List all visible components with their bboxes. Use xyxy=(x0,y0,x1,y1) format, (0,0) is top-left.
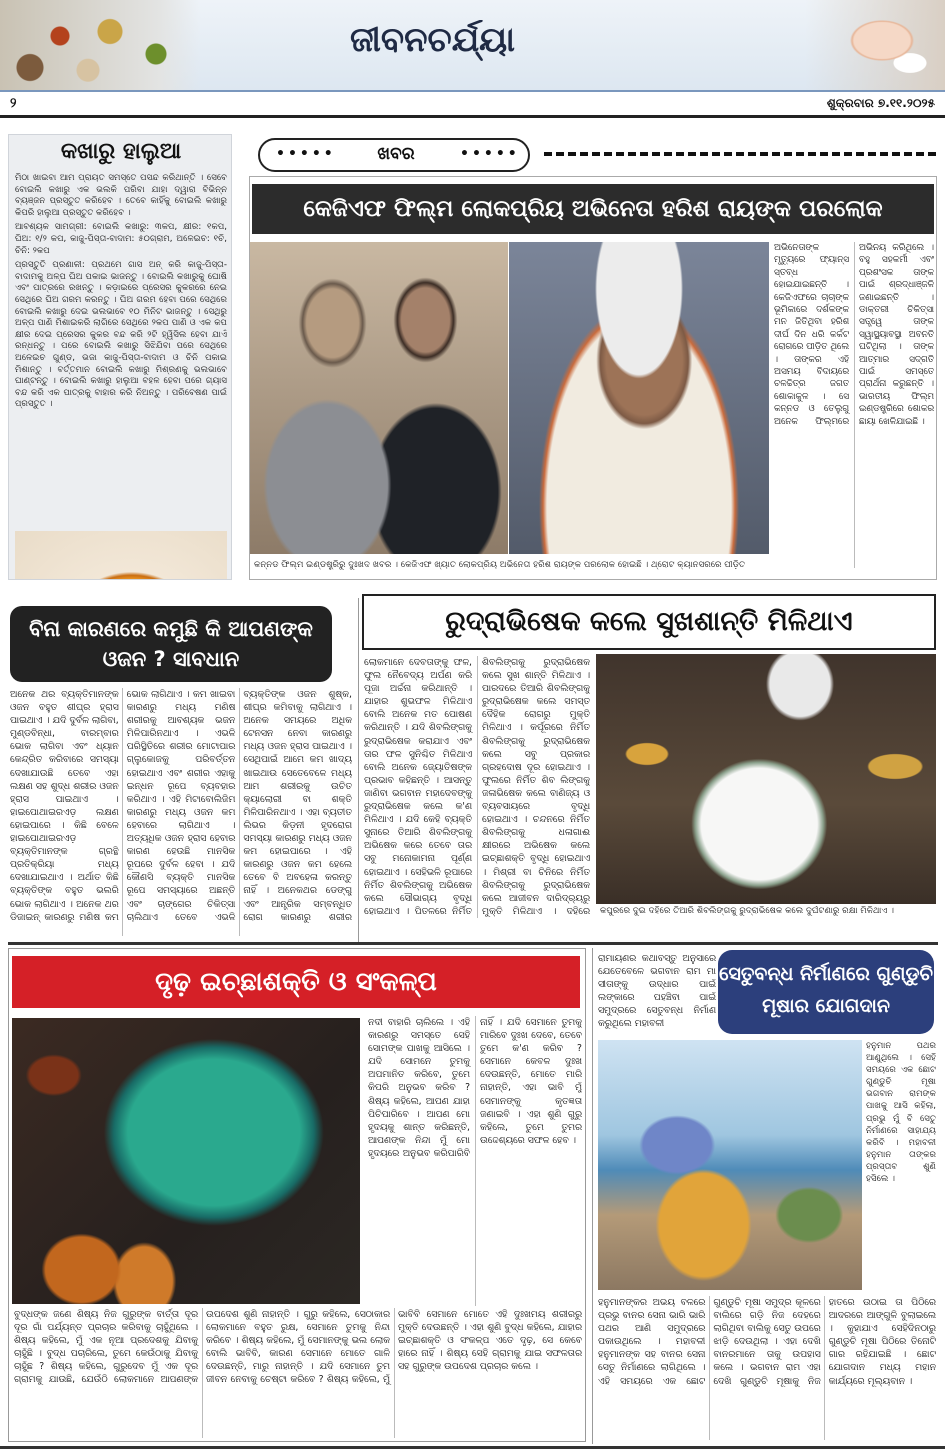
recipe-text xyxy=(15,173,227,523)
will-article-text-bottom: ବୁଦ୍ଧଙ୍କ ଜଣେ ଶିଷ୍ୟ ନିଜ ଗୁରୁଙ୍କ ବାର୍ତ୍ତା ଦୂର ଦୂର ଗାଁ ପର୍ଯ୍ୟନ୍ତ ପ୍ରଚାର କରିବାକୁ ଚାହୁଁଥିଲେ । ଶିଷ୍ୟ କହିଲେ, ମୁଁ ଏକ ନୂଆ ପ୍ରଦେଶକୁ ଯିବାକୁ ଚାହୁଁଛି । ବୁଦ୍ଧ ପଚାରିଲେ, ତୁମେ କେଉଁଠାକୁ ଯିବାକୁ ଚାହୁଁଛ ? ଶିଷ୍ୟ କହିଲେ, ଗୁରୁଦେବ ମୁଁ ଏକ ଦୂର ଗ୍ରାମକୁ ଯାଉଛି, ଯେଉଁଠି ଲୋକମାନେ ଆପଣଙ୍କ ଉପଦେଶ ଶୁଣି ନାହାନ୍ତି । ଗୁରୁ କହିଲେ, ସେଠାକାର ଲୋକମାନେ ବହୁତ ରୁକ୍ଷ, ସେମାନେ ତୁମକୁ ନିନ୍ଦା କରିବେ । ଶିଷ୍ୟ କହିଲେ, ମୁଁ ସେମାନଙ୍କୁ ଭଲ ଲୋକ ବୋଲି ଭାବିବି, କାରଣ ସେମାନେ ମୋତେ ଗାଳି ଦେଉଛନ୍ତି, ମାରୁ ନାହାନ୍ତି । ଯଦି ସେମାନେ ତୁମ ଜୀବନ ନେବାକୁ ଚେଷ୍ଟା କରିବେ ? ଶିଷ୍ୟ କହିଲେ, ମୁଁ ଭାବିବି ସେମାନେ ମୋତେ ଏହି ଦୁଃଖମୟ ଶରୀରରୁ ମୁକ୍ତି ଦେଉଛନ୍ତି । ଏହା ଶୁଣି ବୁଦ୍ଧ କହିଲେ, ଯାହାର ଇଚ୍ଛାଶକ୍ତି ଓ ସଂକଳ୍ପ ଏତେ ଦୃଢ଼, ସେ କେବେ ହାରେ ନାହିଁ । ଶିଷ୍ୟ ସେହି ଗ୍ରାମକୁ ଯାଇ ସଫଳତାର ସହ ଗୁରୁଙ୍କ ଉପଦେଶ ପ୍ରଚାର କଲେ । xyxy=(14,1309,582,1386)
setu-intro-text: ରାମାୟଣର କଥାବସ୍ତୁ ଅନୁସାରେ ଯେତେବେଳେ ଭଗବାନ ରାମ ମା ସୀତାଙ୍କୁ ଉଦ୍ଧାର ପାଇଁ ଲଙ୍କାରେ ପହଞ୍ଚିବା ପାଇଁ ସମୁଦ୍ରରେ ସେତୁବନ୍ଧ ନିର୍ମାଣ କରୁଥିଲେ ମହାବଳୀ xyxy=(598,953,716,1030)
masthead-divider xyxy=(0,115,945,118)
banner-dashed-rule xyxy=(544,152,936,158)
news-section-banner xyxy=(258,138,530,172)
harish-photo-caption: କନ୍ନଡ ଫିଲ୍ମ ଇଣ୍ଡଷ୍ଟ୍ରିରୁ ଦୁଃଖଦ ଖବର । କେଜିଏଫ ଖ୍ୟାତ ଲୋକପ୍ରିୟ ଅଭିନେତା ହରିଶ ରାୟଙ୍କ ପରଲୋକ ହୋଇଛି । ଥ୍ରୋଟ କ୍ୟାନସରରେ ପୀଡ଼ିତ xyxy=(254,560,746,570)
recipe-method: ପ୍ରସ୍ତୁତି ପ୍ରଣାଳୀ: ପ୍ରଥମେ ଗାସ ଅନ୍ କରି କାଜୁ-ପିସ୍ତା-ବାଦାମକୁ ଅଳ୍ପ ଘିଅ ପକାଇ ଭାଜନ୍ତୁ । ବୋଇଲି କଖାରୁକୁ ଘୋଷି ଏବଂ ପାତ୍ରରେ ରଖନ୍ତୁ । କଡ଼ାଇରେ ପ୍ରେସର କୁକରରେ ନେଇ ସେଥିରେ ଘିଅ ଗରମ କରନ୍ତୁ । ଘିଅ ଗରମ ହେବା ପରେ ସେଥିରେ ବୋଇଲି କଖାରୁ ଦେଇ ଭଲଭାବେ ୧୦ ମିନିଟ ଭାଜନ୍ତୁ । ସେଥିରୁ ଅଳ୍ପ ପାଣି ମିଶାଇକରି ଲାଗିରେ ସେଥିରେ ୨କପ ପାଣି ଓ ଏକ କପ କ୍ଷୀର ଦେଇ ପ୍ରେସର କୁକର ବନ୍ଦ କରି ୨ଟି ହ୍ୱିସିଲ ହେବା ଯାଏଁ ରନ୍ଧନ୍ତୁ । ପରେ ବୋଇଲି କଖାରୁ ସିଝିଯିବା ପରେ ସେଥିରେ ଅଳେଇଚ ଗୁଣ୍ଡ, ଭଜା କାଜୁ-ପିସ୍ତା-ବାଦାମ ଓ ଚିନି ପକାଇ ମିଶାନ୍ତୁ । ବର୍ତ୍ତମାନ ବୋଇଲି କଖାରୁ ମିଶ୍ରଣକୁ ଭଲଭାବେ ଘାଣ୍ଟନ୍ତୁ । ବୋଇଲି କଖାରୁ ହାଲୁଆ ବହଳ ହେବା ପରେ ଗ୍ୟାସ ବନ୍ଦ କରି ଏକ ପାତ୍ରକୁ ବାହାର କରି ନିଅନ୍ତୁ । ପରିବେଷଣ ପାଇଁ ପ୍ରସ୍ତୁତ । xyxy=(15,260,227,410)
banner-dots-right: ••••• xyxy=(460,146,520,162)
setu-article-text-bottom: ହନୁମାନଙ୍କର ଅଭୟ ବଳରେ ପ୍ରଭୁ ବାନର ସେନା ଭାରି ଭାରି ପଥର ଆଣି ସମୁଦ୍ରରେ ପକାଉଥିଲେ । ମହାବଳୀ ହନୁମାନଙ୍କ ସହ ବାନର ସେନା ସେତୁ ନିର୍ମାଣରେ ଲାଗିଥିଲେ । ଏହି ସମୟରେ ଏକ ଛୋଟ ଗୁଣ୍ଡୁଚି ମୂଷା ସମୁଦ୍ର କୂଳରେ ବାଲିରେ ଗଡ଼ି ନିଜ ଦେହରେ ଲାଗିଥିବା ବାଲିକୁ ସେତୁ ଉପରେ ଝାଡ଼ି ଦେଉଥିଲା । ଏହା ଦେଖି ବାନରମାନେ ତାକୁ ଉପହାସ କଲେ । ଭଗବାନ ରାମ ଏହା ଦେଖି ଗୁଣ୍ଡୁଚି ମୂଷାକୁ ନିଜ ହାତରେ ଉଠାଇ ତା ପିଠିରେ ଆଦରରେ ଆଙ୍ଗୁଳି ବୁଲାଇଲେ । କୁହାଯାଏ ସେହିଦିନଠାରୁ ଗୁଣ୍ଡୁଚି ମୂଷା ପିଠିରେ ତିନୋଟି ଗାର ରହିଯାଇଛି । ଛୋଟ ଯୋଗଦାନ ମଧ୍ୟ ମହାନ କାର୍ଯ୍ୟରେ ମୂଲ୍ୟବାନ । xyxy=(598,1297,936,1387)
page-bottom-rule xyxy=(0,1446,945,1449)
ram-setu-painting-photo xyxy=(598,1040,862,1290)
setu-article-text-side: ହନୁମାନ ପଥର ଆଣୁଥିଲେ । ସେହି ସମୟରେ ଏକ ଛୋଟ ଗୁଣ୍ଡୁଚି ମୂଷା ଭଗବାନ ରାମଙ୍କ ପାଖକୁ ଆସି କହିଲା, ପ୍ରଭୁ ମୁଁ ବି ସେତୁ ନିର୍ମାଣରେ ସାହାଯ୍ୟ କରିବି । ମହାବଳୀ ହନୁମାନ ତାଙ୍କର ପ୍ରସ୍ତାବ ଶୁଣି ହସିଲେ । xyxy=(866,1041,936,1185)
harish-article-text: ଅଭିନେତାଙ୍କ ମୃତ୍ୟୁରେ ଫ୍ୟାନ୍ସ ସ୍ତବ୍ଧ ହୋଇଯାଇଛନ୍ତି । କେଜିଏଫରେ ଚାଚାଙ୍କ ଭୂମିକାରେ ଦର୍ଶକଙ୍କ ମନ ଜିତିଥିବା ହରିଶ ଦୀର୍ଘ ଦିନ ଧରି କର୍କଟ ରୋଗରେ ପୀଡ଼ିତ ଥିଲେ । ତାଙ୍କର ଏହି ଅସମୟ ବିଦାୟରେ ଚଳଚ୍ଚିତ୍ର ଜଗତ ଶୋକାକୁଳ । ସେ କନ୍ନଡ ଓ ତେଲୁଗୁ ଅନେକ ଫିଲ୍ମରେ ଅଭିନୟ କରିଥିଲେ । ବହୁ ସହକର୍ମୀ ଏବଂ ପ୍ରଶଂସକ ତାଙ୍କ ପାଇଁ ଶ୍ରଦ୍ଧାଞ୍ଜଳି ଜଣାଇଛନ୍ତି । ଡାକ୍ତରୀ ଚିକିତ୍ସା ସତ୍ତ୍ୱେ ତାଙ୍କ ସ୍ୱାସ୍ଥ୍ୟାବସ୍ଥା ଅବନତି ଘଟିଥିଲା । ତାଙ୍କ ଆତ୍ମାର ସଦ୍ଗତି ପାଇଁ ସମସ୍ତେ ପ୍ରାର୍ଥନା କରୁଛନ୍ତି । ଭାରତୀୟ ଫିଲ୍ମ ଇଣ୍ଡଷ୍ଟ୍ରିରେ ଶୋକର ଛାୟା ଖେଳିଯାଇଛି । xyxy=(774,243,934,427)
rudra-photo-caption: କପୁରରେ ଦୁଇ ଦହିରେ ତିଆରି ଶିବଲିଙ୍ଗକୁ ରୁଦ୍ରାଭିଷେକ କଲେ ଦୁର୍ଘଟଣାରୁ ରକ୍ଷା ମିଳିଥାଏ । xyxy=(600,906,894,916)
section-divider xyxy=(8,942,938,945)
weight-article-text: ଅନେକ ଥର ବ୍ୟକ୍ତିମାନଙ୍କ ଓଜନ ବହୁତ ଶୀଘ୍ର ହ୍ରାସ ପାଇଥାଏ । ଯଦି ଦୁର୍ବଳ ଲାଗିବା, ମୁଣ୍ଡବିନ୍ଧା, ବାରମ୍ବାର ଭୋକ ଲାଗିବା ଏବଂ ଧ୍ୟାନ କେନ୍ଦ୍ରିତ କରିବାରେ ସମସ୍ୟା ଦେଖାଯାଉଛି ତେବେ ଏହା ଲକ୍ଷଣ ସହ ଶୁଦ୍ଧ ଶରୀର ଓଜନ ହ୍ରାସ ପାଇଥାଏ । ହାଇପୋଥାଇରଏଡ଼ ଲକ୍ଷଣ ହୋଇପାରେ । କିଛି ବେଳେ ହାଇପୋଥାଇରଏଡ଼ ବ୍ୟକ୍ତିମାନଙ୍କ ଗ୍ରନ୍ଥି ପ୍ରତିକ୍ରିୟା ମଧ୍ୟ ଦେଖାଯାଇଥାଏ । ଅର୍ଥାତ କିଛି ବ୍ୟକ୍ତିଙ୍କ ବହୁତ ଭଲରି ଭୋକ ଲାଗିଥାଏ । ଅନେକ ଥର ଡିଜାଇନ୍ କାରଣରୁ ମଣିଷ କମ ଭୋକ ଲାଗିଥାଏ । କମ ଖାଇବା କାରଣରୁ ମଧ୍ୟ ମଣିଷ ଶରୀରକୁ ଆବଶ୍ୟକ ଭଜନ ମିଳିପାରିନଥାଏ । ଏଭଳି ପରିସ୍ଥିତିରେ ଶରୀର ମୋଟାପାର ଗ୍ଲୁକୋଜକୁ ପରିବର୍ତ୍ତନ ହୋଇଥାଏ ଏବଂ ଶରୀର ଏହାକୁ ଇନ୍ଧନ ରୂପେ ବ୍ୟବହାର କରିଥାଏ । ଏହି ମିଟାବୋଲିଜିମ କାରଣରୁ ମଧ୍ୟ ଓଜନ କମ ହେବାରେ ଲାଗିଥାଏ । ଅତ୍ୟଧିକ ଓଜନ ହ୍ରାସ ହେବାର କାରଣ ହେଉଛି ମାନସିକ ରୂପରେ ଦୁର୍ବଳ ହେବା । ଯଦି କୌଣସି ବ୍ୟକ୍ତି ମାନସିକ ରୂପେ ସମସ୍ୟାରେ ଅଛନ୍ତି ଏବଂ ଚାଙ୍ଗେର ଚିକିତ୍ସା ଚାଲିଥାଏ ତେବେ ଏଭଳି ବ୍ୟକ୍ତିଙ୍କ ଓଜନ ଶୁଷ୍କ, ଶୀଘ୍ର କମିବାକୁ ଲାଗିଥାଏ । ଅନେକ ସମୟରେ ଅଧିକ ଟେନସନ ନେବା କାରଣରୁ ମଧ୍ୟ ଓଜନ ହ୍ରାସ ପାଇଥାଏ । ସେଥିପାଇଁ ଆମେ କମ ଖାଦ୍ୟ ଖାଇଥାଉ ସେତେବେଳେ ମଧ୍ୟ ଆମ ଶରୀରକୁ ଉଚିତ କ୍ୟାଲୋରୀ ବା ଶକ୍ତି ମିଳିପାରିନଥାଏ । ଏହା ବ୍ୟତୀତ ଲିଭର କିଡ଼ନୀ ହୃଦରୋଗ ସମସ୍ୟା କାରଣରୁ ମଧ୍ୟ ଓଜନ କମ ହୋଇପାରେ । ଏହି କାରଣରୁ ଓଜନ କମ ହେଲେ ତେବେ ବି ଅବହେଳା କରନ୍ତୁ ନାହିଁ । ଅନେକଥର ଡେଙ୍ଗୁ ଏବଂ ଆନ୍ତ୍ରିକ ସମ୍ବନ୍ଧିତ ରୋଗ କାରଣରୁ ଶରୀର xyxy=(10,689,352,923)
recipe-ingredients: ଆବଶ୍ୟକ ସାମଗ୍ରୀ: ବୋଇଲି କଖାରୁ: ୩କପ, କ୍ଷୀର: ୧କପ, ଘିଅ: ୧/୨ କପ, କାଜୁ-ପିସ୍ତା-ବାଦାମ: ୫୦ଗ୍ରାମ, ଅଳେଇଚ: ୧ଚି, ଚିନି: ୨କପ xyxy=(15,222,227,256)
recipe-box xyxy=(8,134,232,580)
section-title: ଜୀବନଚର୍ଯ୍ୟା xyxy=(350,20,515,60)
banner-dots-left: ••••• xyxy=(276,146,336,162)
will-headline: ଦୃଢ଼ ଇଚ୍ଛାଶକ୍ତି ଓ ସଂକଳ୍ପ xyxy=(12,956,580,1008)
issue-date: ଶୁକ୍ରବାର ୭.୧୧.୨୦୨୫ xyxy=(826,96,935,110)
column-divider xyxy=(358,598,359,942)
rudra-headline: ରୁଦ୍ରାଭିଷେକ କଲେ ସୁଖଶାନ୍ତି ମିଳିଥାଏ xyxy=(362,594,936,650)
harish-headline: କେଜିଏଫ ଫିଲ୍ମ ଲୋକପ୍ରିୟ ଅଭିନେତା ହରିଶ ରାୟଙ୍କ ପରଲୋକ xyxy=(252,184,934,234)
harish-photo-right xyxy=(509,242,769,554)
weight-headline: ବିନା କାରଣରେ କମୁଛି କି ଆପଣଙ୍କ ଓଜନ ? ସାବଧାନ xyxy=(10,606,332,682)
rudra-article-text: ଲୋକମାନେ ଦେବତାଙ୍କୁ ଫଳ, ଫୁଲ ନୈବେଦ୍ୟ ଅର୍ପଣ କରି ପୂଜା ଅର୍ଚ୍ଚନା କରିଥାନ୍ତି । ଯାହାର ଶୁଭଫଳ ମିଳିଥାଏ ବୋଲି ଅନେକ ମତ ପୋଷଣ କରିଥାନ୍ତି । ଯଦି ଶିବଲିଙ୍ଗକୁ ରୁଦ୍ରାଭିଷେକ କରାଯାଏ ଏବଂ ତାର ଫଳ ସୁନିଶ୍ଚିତ ମିଳିଥାଏ ବୋଲି ଅନେକ ଜ୍ୟୋତିଷଙ୍କ ପ୍ରଭାବ କହିଛନ୍ତି । ଆସନ୍ତୁ ଜାଣିବା ଭଗବାନ ମହାଦେବଙ୍କୁ ରୁଦ୍ରାଭିଷେକ କଲେ କ'ଣ ମିଳିଥାଏ । ଯଦି କେହି ବ୍ୟକ୍ତି ସୁନାରେ ତିଆରି ଶିବଲିଙ୍ଗକୁ ଅଭିଷେକ କରେ ତେବେ ତାର ସବୁ ମନୋକାମନା ପୂର୍ଣ୍ଣ ହୋଇଥାଏ । ସେହିଭଳି ରୂପାରେ ନିର୍ମିତ ଶିବଲିଙ୍ଗକୁ ଅଭିଷେକ କଲେ ସୌଭାଗ୍ୟ ବୃଦ୍ଧି ହୋଇଥାଏ । ପିତଳରେ ନିର୍ମିତ ଶିବଲିଙ୍ଗକୁ ରୁଦ୍ରାଭିଷେକ କଲେ ସୁଖ ଶାନ୍ତି ମିଳିଥାଏ । ପାରଦରେ ତିଆରି ଶିବଲିଙ୍ଗକୁ ରୁଦ୍ରାଭିଷେକ କଲେ ସମସ୍ତ ଦୈହିକ ରୋଗରୁ ମୁକ୍ତି ମିଳିଥାଏ । କର୍ପୂରରେ ନିର୍ମିତ ଶିବଲିଙ୍ଗକୁ ରୁଦ୍ରାଭିଷେକ କଲେ ସବୁ ପ୍ରକାର ଗ୍ରହଦୋଷ ଦୂର ହୋଇଥାଏ । ଫୁଲରେ ନିର୍ମିତ ଶିବ ଲିଙ୍ଗକୁ ଜଳାଭିଷେକ କଲେ ବାଣିଜ୍ୟ ଓ ବ୍ୟବସାୟରେ ବୃଦ୍ଧି ହୋଇଥାଏ । ଚନ୍ଦନରେ ନିର୍ମିତ ଶିବଲିଙ୍ଗକୁ ଧଳାଗାଈ କ୍ଷୀରରେ ଅଭିଷେକ କଲେ ଇଚ୍ଛାଶକ୍ତି ବୃଦ୍ଧି ହୋଇଥାଏ । ମିଶ୍ରୀ ବା ଚିନିରେ ନିର୍ମିତ ଶିବଲିଙ୍ଗକୁ ରୁଦ୍ରାଭିଷେକ କଲେ ଆଜୀବନ ଦାରିଦ୍ର୍ୟରୁ ମୁକ୍ତି ମିଳିଥାଏ । ଦହିରେ xyxy=(364,657,590,917)
masthead xyxy=(0,0,945,92)
shivalinga-photo xyxy=(596,654,936,904)
halwa-photo xyxy=(15,531,227,580)
news-section-label: ଖବର xyxy=(377,144,415,164)
recipe-title: କଖାରୁ ହାଲୁଆ xyxy=(60,139,182,164)
recipe-intro: ମିଠା ଖାଇବା ଆମ ପ୍ରାୟତ ସମସ୍ତେ ପସନ୍ଦ କରିଥାନ୍ତି । ସେବେ ବୋଇଲି କଖାରୁ ଏକ ଭଲକି ପରିବା ଯାହା ଦ୍ୱାରା ବିଭିନ୍ନ ବ୍ୟଞ୍ଜନ ପ୍ରସ୍ତୁତ କରିହେବ । ତେବେ କାହିଁକୁ ବୋଇଲି କଖାରୁ କିପରି ହାଲୁଆ ପ୍ରସ୍ତୁତ କରିହେବ । xyxy=(15,173,227,218)
setu-headline: ସେତୁବନ୍ଧ ନିର୍ମାଣରେ ଗୁଣ୍ଡୁଚି ମୂଷାର ଯୋଗଦାନ xyxy=(718,950,934,1034)
masthead-woman-illustration xyxy=(805,0,945,90)
masthead-food-illustration xyxy=(0,0,200,90)
harish-photo-left xyxy=(250,242,508,554)
page-number: ୨ xyxy=(10,96,17,111)
column-divider xyxy=(592,948,593,1444)
buddha-painting-photo xyxy=(12,1018,360,1304)
will-article-text-top: ନଦୀ ବାହାରି ଚାଲିଲେ । ଏହି କାରଣରୁ ସମସ୍ତେ ସେହି ସୋମଙ୍କ ପାଖକୁ ଆସିଲେ । ଯଦି ସୋମନେ ତୁମକୁ ଅପମାନିତ କରିବେ, ତୁମେ କିପରି ଅନୁଭବ କରିବ ? ଶିଷ୍ୟ କହିଲେ, ଆପଣ ଯାହା ପିଚିପାରିବେ । ଆପଣ ମୋ ହୃଦୟକୁ ଶାନ୍ତ କରିଛନ୍ତି, ଆପଣଙ୍କ ନିନ୍ଦା ମୁଁ ମୋ ହୃଦୟରେ ଅନୁଭବ କରିପାରିବି ନାହିଁ । ଯଦି ସେମାନେ ତୁମକୁ ମାରିବେ ଦୁଃଖ ଦେବେ, ତେବେ ତୁମେ କ'ଣ କରିବ ? ସେମାନେ କେବଳ ଦୁଃଖ ଦେଉଛନ୍ତି, ମୋତେ ମାରି ନାହାନ୍ତି, ଏହା ଭାବି ମୁଁ ସେମାନଙ୍କୁ କୃତଜ୍ଞତା ଜଣାଇବି । ଏହା ଶୁଣି ଗୁରୁ କହିଲେ, ତୁମେ ତୁମର ଉଦ୍ଦେଶ୍ୟରେ ସଫଳ ହେବ । xyxy=(368,1017,582,1159)
